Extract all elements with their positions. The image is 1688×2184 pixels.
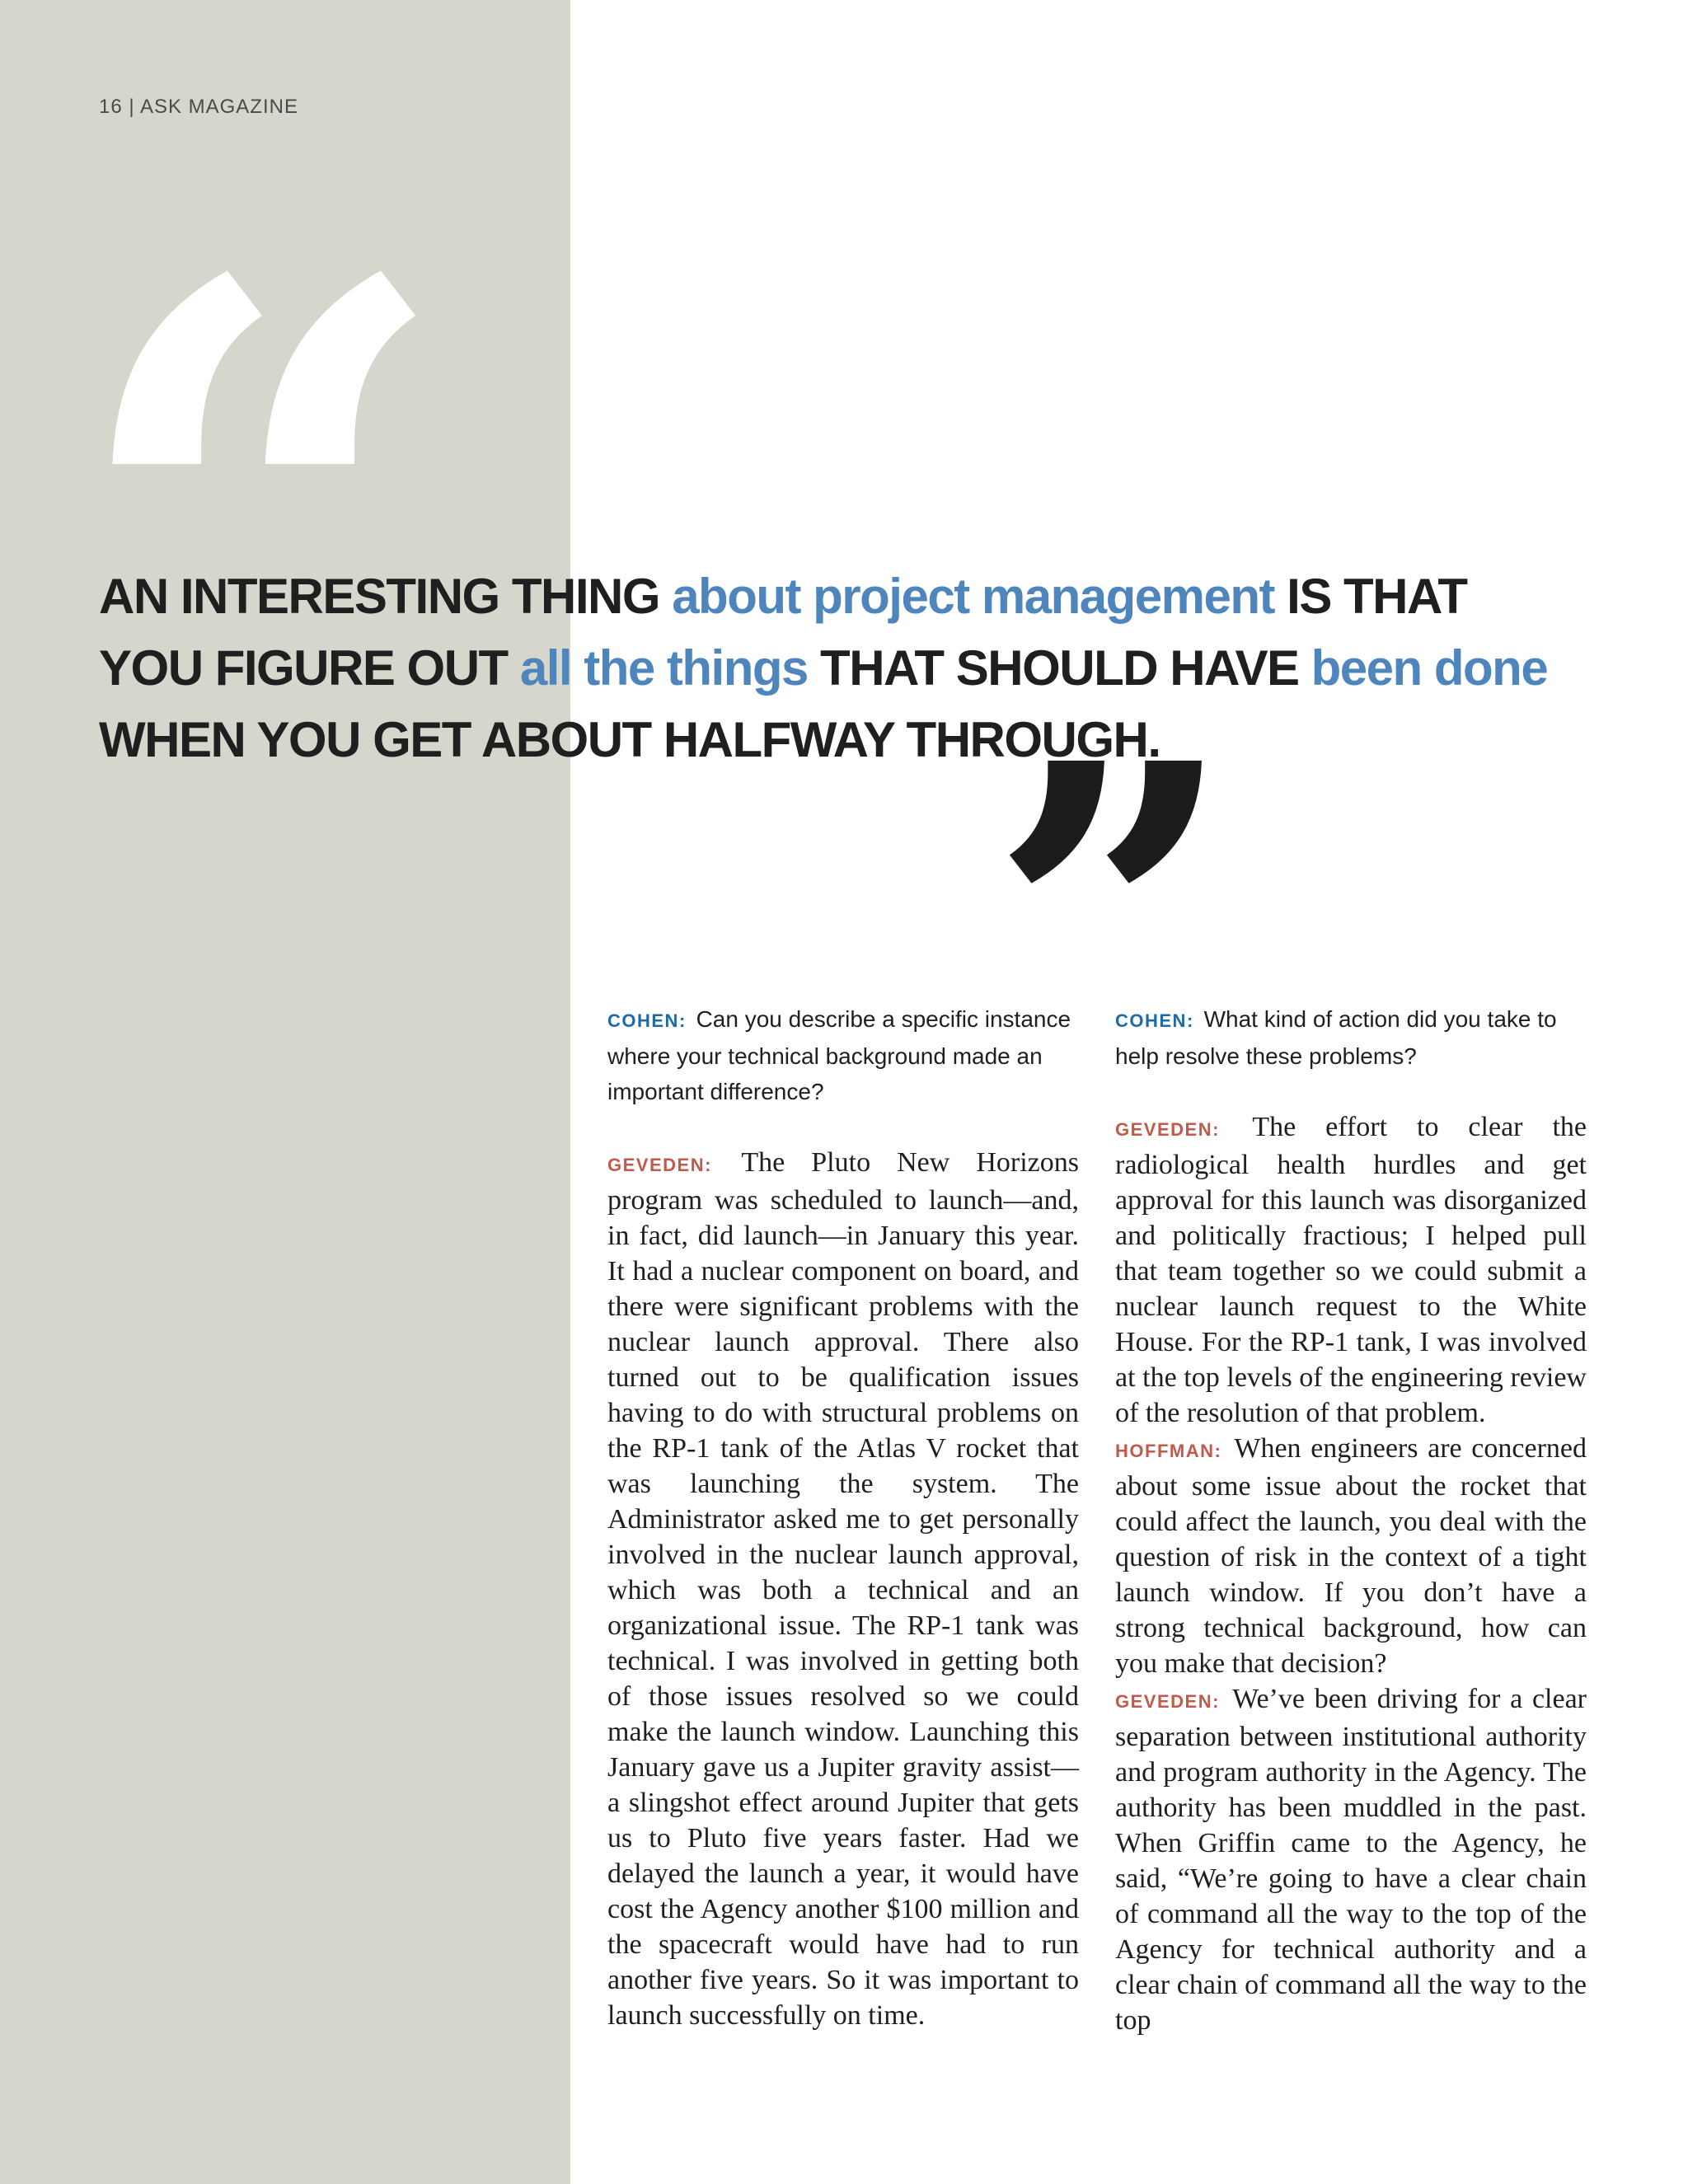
pull-quote-text: THAT SHOULD HAVE: [807, 640, 1311, 696]
question-text: What kind of action did you take to help resolve these problems?: [1115, 1006, 1557, 1069]
speaker-label: GEVEDEN:: [607, 1155, 712, 1175]
answer-block: [607, 1145, 1079, 2033]
speaker-label: HOFFMAN:: [1115, 1441, 1222, 1461]
question-text: Can you describe a specific instance where your technical background made an important difference?: [607, 1006, 1071, 1104]
answer-text: We’ve been driving for a clear separation between institutional authority and program authority in the Agency. The authority has been muddled in the past. When Griffin came to the Agency, he said, “We’re going to have a clear chain of command all the way to the top of the Agency for technical authority and a clear chain of command all the way to the top: [1115, 1684, 1587, 2036]
pull-quote-highlight: been done: [1311, 640, 1548, 696]
speaker-label: COHEN:: [607, 1010, 687, 1031]
article-column-left: [607, 1001, 1079, 2033]
pull-quote-text: IS THAT: [1273, 569, 1467, 624]
pull-quote: [99, 560, 1648, 776]
answer-text: When engineers are concerned about some issue about the rocket that could affect the launch, you deal with the question of risk in the context of a tight launch window. If you don’t have a strong technical background, how can you make that decision?: [1115, 1433, 1587, 1679]
open-quote-mark-icon: [66, 247, 455, 593]
pull-quote-line-2: [99, 632, 1648, 704]
answer-text: The Pluto New Horizons program was scheduled to launch—and, in fact, did launch—in January this year. It had a nuclear component on board, and there were significant problems with the nuclear launch approval. There also turned out to be qualification issues having to do with structural problems on the RP-1 tank of the Atlas V rocket that was launching the system. The Administrator asked me to get personally involved in the nuclear launch approval, which was both a technical and an organizational issue. The RP-1 tank was technical. I was involved in getting both of those issues resolved so we could make the launch window. Launching this January gave us a Jupiter gravity assist—a slingshot effect around Jupiter that gets us to Pluto five years faster. Had we delayed the launch a year, it would have cost the Agency another $100 million and the spacecraft would have had to run another five years. So it was important to launch successfully on time.: [607, 1147, 1079, 2031]
pull-quote-highlight: all the things: [519, 640, 808, 696]
article-column-right: [1115, 1001, 1587, 2038]
pull-quote-highlight: about project management: [672, 569, 1274, 624]
pull-quote-text: WHEN YOU GET ABOUT HALFWAY THROUGH.: [99, 712, 1160, 767]
page-folio: 16 | ASK MAGAZINE: [99, 96, 298, 118]
pull-quote-line-1: [99, 560, 1648, 632]
pull-quote-text: AN INTERESTING THING: [99, 569, 673, 624]
close-quote-mark-icon: [989, 709, 1236, 956]
speaker-label: COHEN:: [1115, 1010, 1194, 1031]
answer-text: The effort to clear the radiological health hurdles and get approval for this launch was disorganized and politically fractious; I helped pull that team together so we could submit a nuclear launch request to the White House. For the RP-1 tank, I was involved at the top levels of the engineering review of the resolution of that problem.: [1115, 1112, 1587, 1428]
answer-block: [1115, 1109, 1587, 1431]
answer-block: [1115, 1681, 1587, 2038]
answer-block: [1115, 1431, 1587, 1681]
question-block: [607, 1001, 1079, 1109]
speaker-label: GEVEDEN:: [1115, 1691, 1220, 1712]
speaker-label: GEVEDEN:: [1115, 1119, 1220, 1140]
question-block: [1115, 1001, 1587, 1074]
pull-quote-line-3: [99, 704, 1648, 776]
pull-quote-text: YOU FIGURE OUT: [99, 640, 520, 696]
